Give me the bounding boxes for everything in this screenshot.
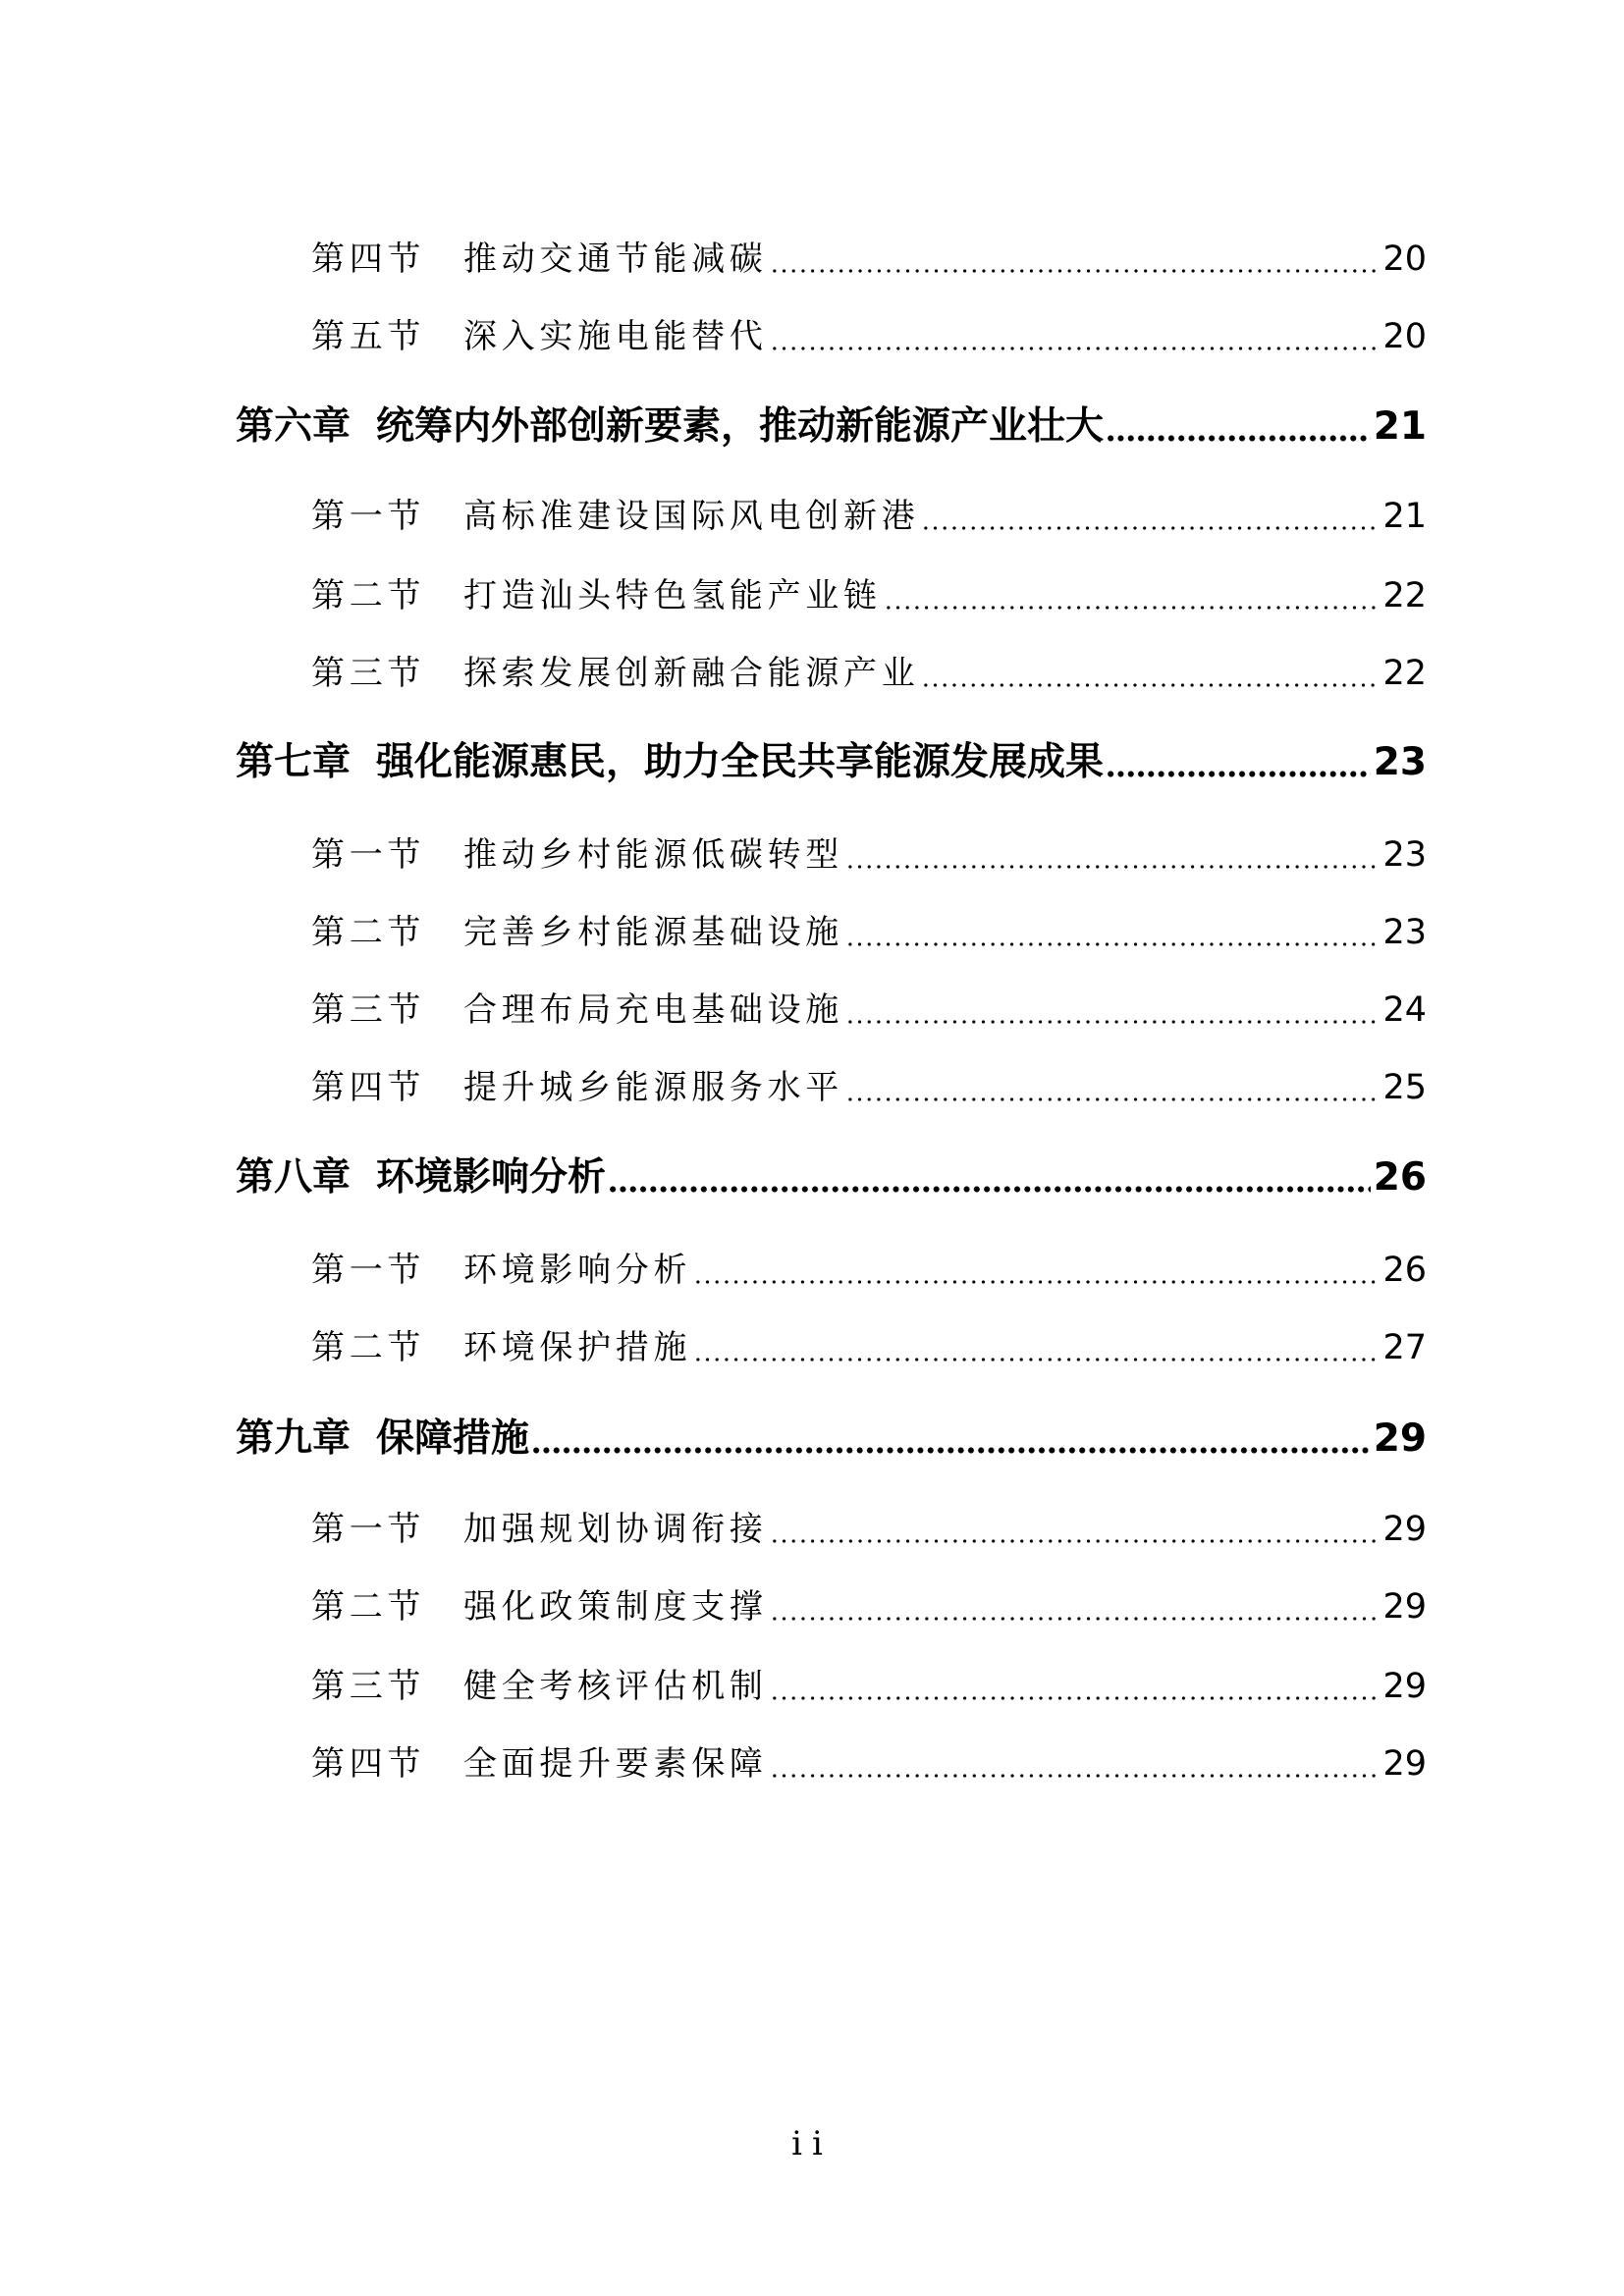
chapter-number: 第九章 bbox=[236, 1416, 352, 1461]
toc-section-entry[interactable] bbox=[311, 235, 1427, 284]
page-number: 29 bbox=[1373, 1416, 1427, 1461]
toc-section-entry[interactable] bbox=[311, 1246, 1427, 1295]
page-number: 22 bbox=[1382, 654, 1427, 693]
toc-section-entry[interactable] bbox=[311, 649, 1427, 698]
section-number: 第四节 bbox=[311, 1068, 426, 1107]
page-number: 27 bbox=[1382, 1328, 1427, 1367]
section-title: 提升城乡能源服务水平 bbox=[463, 1068, 843, 1107]
toc-section-entry[interactable] bbox=[311, 1323, 1427, 1372]
chapter-title: 统筹内外部创新要素，推动新能源产业壮大 bbox=[376, 404, 1105, 449]
dot-leader bbox=[845, 1097, 1380, 1101]
dot-leader bbox=[770, 1617, 1380, 1621]
toc-section-entry[interactable] bbox=[311, 1662, 1427, 1711]
page-number: 23 bbox=[1382, 835, 1427, 875]
toc-chapter-entry[interactable] bbox=[236, 738, 1427, 787]
section-number: 第二节 bbox=[311, 1328, 426, 1367]
section-number: 第二节 bbox=[311, 576, 426, 615]
section-number: 第一节 bbox=[311, 1510, 426, 1549]
section-title: 加强规划协调衔接 bbox=[463, 1510, 768, 1549]
dot-leader bbox=[921, 683, 1380, 687]
page-number: 23 bbox=[1382, 913, 1427, 952]
page-number: 29 bbox=[1382, 1667, 1427, 1706]
page-number: 25 bbox=[1382, 1068, 1427, 1107]
dot-leader bbox=[921, 526, 1380, 530]
toc-section-entry[interactable] bbox=[311, 1505, 1427, 1554]
toc-section-entry[interactable] bbox=[311, 312, 1427, 361]
page-number: 22 bbox=[1382, 576, 1427, 615]
section-number: 第一节 bbox=[311, 835, 426, 875]
section-number: 第三节 bbox=[311, 1667, 426, 1706]
dot-leader bbox=[770, 1539, 1380, 1543]
toc-section-entry[interactable] bbox=[311, 986, 1427, 1035]
page-number: 21 bbox=[1373, 404, 1427, 449]
dot-leader bbox=[693, 1358, 1380, 1362]
toc-section-entry[interactable] bbox=[311, 1582, 1427, 1631]
toc-section-entry[interactable] bbox=[311, 492, 1427, 541]
dot-leader bbox=[531, 1447, 1371, 1454]
section-title: 推动乡村能源低碳转型 bbox=[463, 835, 843, 875]
page-number: 29 bbox=[1382, 1587, 1427, 1627]
section-title: 强化政策制度支撑 bbox=[463, 1587, 768, 1627]
dot-leader bbox=[845, 865, 1380, 869]
section-number: 第五节 bbox=[311, 317, 426, 356]
section-number: 第三节 bbox=[311, 990, 426, 1030]
footer-page-number: ii bbox=[791, 2124, 833, 2163]
section-number: 第三节 bbox=[311, 654, 426, 693]
page-number: 29 bbox=[1382, 1744, 1427, 1784]
dot-leader bbox=[608, 1186, 1371, 1193]
chapter-number: 第八章 bbox=[236, 1155, 352, 1200]
section-number: 第四节 bbox=[311, 1744, 426, 1784]
dot-leader bbox=[884, 606, 1380, 610]
toc-section-entry[interactable] bbox=[311, 1739, 1427, 1789]
dot-leader bbox=[845, 942, 1380, 946]
section-title: 完善乡村能源基础设施 bbox=[463, 913, 843, 952]
dot-leader bbox=[1106, 435, 1371, 442]
dot-leader bbox=[845, 1020, 1380, 1024]
page-number: 24 bbox=[1382, 990, 1427, 1030]
page-number: 21 bbox=[1382, 497, 1427, 536]
chapter-title: 强化能源惠民，助力全民共享能源发展成果 bbox=[376, 740, 1105, 784]
page-number: 23 bbox=[1373, 740, 1427, 784]
dot-leader bbox=[770, 1696, 1380, 1700]
section-title: 推动交通节能减碳 bbox=[463, 240, 768, 279]
section-title: 高标准建设国际风电创新港 bbox=[463, 497, 920, 536]
toc-section-entry[interactable] bbox=[311, 830, 1427, 880]
page-number: 20 bbox=[1382, 317, 1427, 356]
section-title: 深入实施电能替代 bbox=[463, 317, 768, 356]
toc-chapter-entry[interactable] bbox=[236, 1153, 1427, 1202]
section-number: 第二节 bbox=[311, 913, 426, 952]
chapter-title: 保障措施 bbox=[376, 1416, 530, 1461]
section-title: 合理布局充电基础设施 bbox=[463, 990, 843, 1030]
chapter-number: 第六章 bbox=[236, 404, 352, 449]
section-title: 环境保护措施 bbox=[463, 1328, 692, 1367]
section-title: 环境影响分析 bbox=[463, 1251, 692, 1290]
page-number: 26 bbox=[1382, 1251, 1427, 1290]
section-number: 第二节 bbox=[311, 1587, 426, 1627]
dot-leader bbox=[1106, 771, 1371, 777]
toc-section-entry[interactable] bbox=[311, 1063, 1427, 1112]
dot-leader bbox=[770, 1774, 1380, 1778]
page-number: 29 bbox=[1382, 1510, 1427, 1549]
section-number: 第四节 bbox=[311, 240, 426, 279]
chapter-number: 第七章 bbox=[236, 740, 352, 784]
section-number: 第一节 bbox=[311, 1251, 426, 1290]
section-title: 打造汕头特色氢能产业链 bbox=[463, 576, 882, 615]
dot-leader bbox=[770, 269, 1380, 273]
toc-section-entry[interactable] bbox=[311, 908, 1427, 957]
page-number: 26 bbox=[1373, 1155, 1427, 1200]
toc-chapter-entry[interactable] bbox=[236, 1415, 1427, 1464]
section-title: 全面提升要素保障 bbox=[463, 1744, 768, 1784]
section-title: 探索发展创新融合能源产业 bbox=[463, 654, 920, 693]
section-number: 第一节 bbox=[311, 497, 426, 536]
page-number: 20 bbox=[1382, 240, 1427, 279]
dot-leader bbox=[770, 347, 1380, 350]
chapter-title: 环境影响分析 bbox=[376, 1155, 607, 1200]
toc-section-entry[interactable] bbox=[311, 571, 1427, 620]
section-title: 健全考核评估机制 bbox=[463, 1667, 768, 1706]
toc-chapter-entry[interactable] bbox=[236, 402, 1427, 452]
dot-leader bbox=[693, 1280, 1380, 1284]
